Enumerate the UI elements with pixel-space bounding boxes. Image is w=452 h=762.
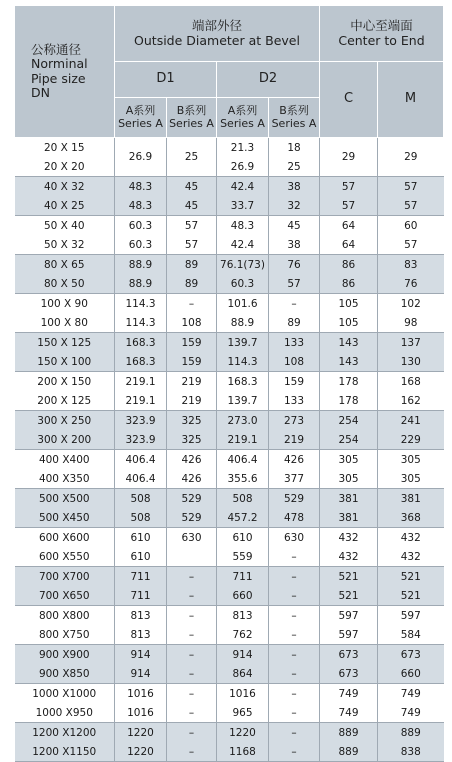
d2-a-cell: 457.2 — [217, 508, 269, 528]
outside-diameter-en: Outside Diameter at Bevel — [134, 32, 300, 48]
d1-a-cell: 88.9 — [115, 255, 167, 275]
d2-b-cell: 273 — [269, 411, 320, 431]
d2-b-cell: – — [269, 684, 320, 704]
dn-cell: 500 X450 — [15, 508, 115, 528]
table-row — [15, 703, 444, 723]
d2-series-b-header — [269, 98, 320, 138]
dn-cell: 20 X 15 — [15, 138, 115, 158]
d2-a-cell: 76.1(73) — [217, 255, 269, 275]
d1-a-cell: 508 — [115, 489, 167, 509]
table-row — [15, 411, 444, 431]
table-row — [15, 664, 444, 684]
d2-a-cell: 965 — [217, 703, 269, 723]
dn-cell: 40 X 32 — [15, 177, 115, 197]
table-row — [15, 742, 444, 762]
d1-b-cell: – — [167, 294, 217, 314]
d1-b-cell: 25 — [167, 138, 217, 177]
d1-series-b-header — [167, 98, 217, 138]
dn-cell: 400 X400 — [15, 450, 115, 470]
d1-a-cell: 711 — [115, 586, 167, 606]
c-cell: 143 — [320, 333, 378, 353]
table-row — [15, 255, 444, 275]
c-cell: 254 — [320, 411, 378, 431]
d1-a-cell: 323.9 — [115, 430, 167, 450]
d2-b-cell: 57 — [269, 274, 320, 294]
d2-b-cell: 133 — [269, 333, 320, 353]
table-row — [15, 684, 444, 704]
d1-a-cell: 1220 — [115, 742, 167, 762]
c-cell: 673 — [320, 645, 378, 665]
c-cell: 432 — [320, 528, 378, 548]
d1-b-cell: – — [167, 625, 217, 645]
d1-a-cell: 168.3 — [115, 352, 167, 372]
dn-cell: 700 X700 — [15, 567, 115, 587]
table-row — [15, 294, 444, 314]
dn-cell: 20 X 20 — [15, 157, 115, 177]
d1-b-cell: – — [167, 606, 217, 626]
d1-b-cell: – — [167, 723, 217, 743]
pipe-reducer-dimension-table — [14, 5, 444, 762]
d1-a-cell: 914 — [115, 645, 167, 665]
d2-b-cell: 478 — [269, 508, 320, 528]
table-body — [15, 138, 444, 762]
series-b-cn: B系列 — [279, 103, 309, 117]
d1-a-cell: 813 — [115, 606, 167, 626]
d1-a-cell: 406.4 — [115, 469, 167, 489]
table-row — [15, 138, 444, 158]
d2-b-cell: 377 — [269, 469, 320, 489]
dn-cell: 1200 X1150 — [15, 742, 115, 762]
dn-cell: 200 X 125 — [15, 391, 115, 411]
d2-a-cell: 42.4 — [217, 235, 269, 255]
m-cell: 521 — [378, 586, 444, 606]
m-cell: 76 — [378, 274, 444, 294]
d2-a-cell: 559 — [217, 547, 269, 567]
d1-a-cell: 610 — [115, 547, 167, 567]
table-row — [15, 645, 444, 665]
d1-b-cell: – — [167, 703, 217, 723]
c-cell: 105 — [320, 294, 378, 314]
d2-a-cell: 26.9 — [217, 157, 269, 177]
m-cell: 83 — [378, 255, 444, 275]
d2-a-cell: 101.6 — [217, 294, 269, 314]
d2-b-cell: 25 — [269, 157, 320, 177]
m-cell: 521 — [378, 567, 444, 587]
dn-cell: 80 X 50 — [15, 274, 115, 294]
d1-a-cell: 114.3 — [115, 294, 167, 314]
m-cell: 305 — [378, 450, 444, 470]
table-row — [15, 625, 444, 645]
d1-a-cell: 711 — [115, 567, 167, 587]
d2-b-cell: 38 — [269, 177, 320, 197]
d1-a-cell: 610 — [115, 528, 167, 548]
d1-b-cell: 325 — [167, 411, 217, 431]
m-cell: 130 — [378, 352, 444, 372]
d2-b-cell: 89 — [269, 313, 320, 333]
dn-cell: 1000 X1000 — [15, 684, 115, 704]
nominal-pipe-size-cn: 公称通径 — [31, 41, 82, 57]
d1-b-cell: 89 — [167, 255, 217, 275]
d2-a-cell: 60.3 — [217, 274, 269, 294]
series-a-cn: A系列 — [125, 103, 156, 117]
d1-a-cell: 48.3 — [115, 196, 167, 216]
table-row — [15, 177, 444, 197]
d2-a-cell: 1016 — [217, 684, 269, 704]
d2-a-cell: 762 — [217, 625, 269, 645]
d2-b-cell: – — [269, 606, 320, 626]
d1-a-cell: 60.3 — [115, 235, 167, 255]
d2-b-cell: – — [269, 645, 320, 665]
c-cell: 521 — [320, 567, 378, 587]
dn-cell: 50 X 40 — [15, 216, 115, 236]
pipe-reducer-dimension-table-container — [14, 5, 443, 762]
c-cell: 673 — [320, 664, 378, 684]
c-cell: 381 — [320, 508, 378, 528]
d1-a-cell: 114.3 — [115, 313, 167, 333]
d2-series-a-header — [217, 98, 269, 138]
c-cell: 889 — [320, 742, 378, 762]
d2-header: D2 — [217, 62, 320, 98]
m-cell: 889 — [378, 723, 444, 743]
m-cell: 241 — [378, 411, 444, 431]
outside-diameter-cn: 端部外径 — [191, 18, 242, 34]
d1-a-cell: 323.9 — [115, 411, 167, 431]
dn-cell: 500 X500 — [15, 489, 115, 509]
dn-cell: 1000 X950 — [15, 703, 115, 723]
d1-b-cell: – — [167, 742, 217, 762]
m-cell: 368 — [378, 508, 444, 528]
d1-b-cell: 57 — [167, 216, 217, 236]
center-to-end-cn: 中心至端面 — [350, 18, 413, 34]
d2-a-cell: 914 — [217, 645, 269, 665]
d1-a-cell: 219.1 — [115, 372, 167, 392]
d2-a-cell: 88.9 — [217, 313, 269, 333]
dn-cell: 150 X 125 — [15, 333, 115, 353]
d2-a-cell: 42.4 — [217, 177, 269, 197]
dn-cell: 80 X 65 — [15, 255, 115, 275]
d2-a-cell: 864 — [217, 664, 269, 684]
d2-b-cell: 76 — [269, 255, 320, 275]
d2-b-cell: 108 — [269, 352, 320, 372]
d1-b-cell: 529 — [167, 508, 217, 528]
d2-b-cell: 45 — [269, 216, 320, 236]
m-cell: 57 — [378, 235, 444, 255]
d1-a-cell: 406.4 — [115, 450, 167, 470]
d2-a-cell: 610 — [217, 528, 269, 548]
c-cell: 86 — [320, 274, 378, 294]
outside-diameter-header — [115, 6, 320, 62]
d1-b-cell: 529 — [167, 489, 217, 509]
table-row — [15, 489, 444, 509]
dn-cell: 800 X750 — [15, 625, 115, 645]
m-cell: 137 — [378, 333, 444, 353]
d2-a-cell: 406.4 — [217, 450, 269, 470]
m-cell: 432 — [378, 547, 444, 567]
series-a-en: Series A — [220, 116, 265, 130]
d2-b-cell: – — [269, 567, 320, 587]
d2-b-cell: 219 — [269, 430, 320, 450]
m-cell: 305 — [378, 469, 444, 489]
c-cell: 432 — [320, 547, 378, 567]
d1-b-cell: 219 — [167, 372, 217, 392]
c-cell: 29 — [320, 138, 378, 177]
m-cell: 381 — [378, 489, 444, 509]
d1-b-cell: 426 — [167, 469, 217, 489]
center-to-end-en: Center to End — [338, 32, 425, 48]
d1-b-cell: 45 — [167, 196, 217, 216]
d2-a-cell: 139.7 — [217, 333, 269, 353]
d2-b-cell: 426 — [269, 450, 320, 470]
c-cell: 64 — [320, 216, 378, 236]
c-cell: 64 — [320, 235, 378, 255]
dn-cell: 150 X 100 — [15, 352, 115, 372]
table-row — [15, 235, 444, 255]
d1-b-cell: – — [167, 684, 217, 704]
m-header: M — [378, 62, 444, 138]
d2-b-cell: 38 — [269, 235, 320, 255]
c-cell: 178 — [320, 372, 378, 392]
c-cell: 597 — [320, 625, 378, 645]
dn-cell: 1200 X1200 — [15, 723, 115, 743]
d1-b-cell: – — [167, 645, 217, 665]
series-a-cn: A系列 — [227, 103, 258, 117]
d1-b-cell: 89 — [167, 274, 217, 294]
m-cell: 597 — [378, 606, 444, 626]
d1-a-cell: 508 — [115, 508, 167, 528]
d1-a-cell: 1016 — [115, 684, 167, 704]
d2-a-cell: 508 — [217, 489, 269, 509]
d2-a-cell: 660 — [217, 586, 269, 606]
d2-a-cell: 33.7 — [217, 196, 269, 216]
d2-a-cell: 21.3 — [217, 138, 269, 158]
table-row — [15, 586, 444, 606]
c-cell: 749 — [320, 684, 378, 704]
d1-b-cell: – — [167, 586, 217, 606]
table-row — [15, 333, 444, 353]
m-cell: 29 — [378, 138, 444, 177]
table-row — [15, 313, 444, 333]
d1-series-a-header — [115, 98, 167, 138]
table-row — [15, 274, 444, 294]
dn-cell: 300 X 250 — [15, 411, 115, 431]
d1-a-cell: 168.3 — [115, 333, 167, 353]
c-cell: 305 — [320, 450, 378, 470]
d1-b-cell: 325 — [167, 430, 217, 450]
d2-b-cell: 32 — [269, 196, 320, 216]
dn-cell: 900 X900 — [15, 645, 115, 665]
table-row — [15, 508, 444, 528]
d1-b-cell — [167, 547, 217, 567]
dn-cell: 300 X 200 — [15, 430, 115, 450]
m-cell: 432 — [378, 528, 444, 548]
d1-a-cell: 1016 — [115, 703, 167, 723]
m-cell: 162 — [378, 391, 444, 411]
dn-cell: 100 X 80 — [15, 313, 115, 333]
d1-b-cell: 108 — [167, 313, 217, 333]
table-row — [15, 430, 444, 450]
dn-cell: 900 X850 — [15, 664, 115, 684]
c-header: C — [320, 62, 378, 138]
d2-b-cell: – — [269, 723, 320, 743]
d1-header: D1 — [115, 62, 217, 98]
d2-a-cell: 139.7 — [217, 391, 269, 411]
m-cell: 98 — [378, 313, 444, 333]
dn-cell: 50 X 32 — [15, 235, 115, 255]
m-cell: 168 — [378, 372, 444, 392]
d1-a-cell: 48.3 — [115, 177, 167, 197]
d2-a-cell: 219.1 — [217, 430, 269, 450]
m-cell: 57 — [378, 196, 444, 216]
d2-b-cell: – — [269, 664, 320, 684]
table-row — [15, 547, 444, 567]
d1-a-cell: 813 — [115, 625, 167, 645]
dn-cell: 600 X600 — [15, 528, 115, 548]
d1-b-cell: 630 — [167, 528, 217, 548]
d2-b-cell: – — [269, 586, 320, 606]
table-row — [15, 723, 444, 743]
table-row — [15, 469, 444, 489]
m-cell: 673 — [378, 645, 444, 665]
d2-b-cell: 529 — [269, 489, 320, 509]
c-cell: 178 — [320, 391, 378, 411]
d1-a-cell: 26.9 — [115, 138, 167, 177]
d1-b-cell: 219 — [167, 391, 217, 411]
table-row — [15, 216, 444, 236]
d2-b-cell: – — [269, 547, 320, 567]
m-cell: 57 — [378, 177, 444, 197]
d1-b-cell: – — [167, 664, 217, 684]
d1-b-cell: 159 — [167, 352, 217, 372]
c-cell: 143 — [320, 352, 378, 372]
c-cell: 254 — [320, 430, 378, 450]
series-a-en: Series A — [118, 116, 163, 130]
d1-a-cell: 88.9 — [115, 274, 167, 294]
c-cell: 381 — [320, 489, 378, 509]
d1-b-cell: 57 — [167, 235, 217, 255]
c-cell: 57 — [320, 177, 378, 197]
m-cell: 584 — [378, 625, 444, 645]
table-header — [15, 6, 444, 138]
series-b-en: Series A — [169, 116, 214, 130]
center-to-end-header — [320, 6, 444, 62]
d1-b-cell: 426 — [167, 450, 217, 470]
dn-cell: 200 X 150 — [15, 372, 115, 392]
m-cell: 660 — [378, 664, 444, 684]
d2-a-cell: 1220 — [217, 723, 269, 743]
c-cell: 105 — [320, 313, 378, 333]
d2-b-cell: – — [269, 703, 320, 723]
d1-b-cell: 159 — [167, 333, 217, 353]
dn-cell: 100 X 90 — [15, 294, 115, 314]
c-cell: 57 — [320, 196, 378, 216]
d1-a-cell: 914 — [115, 664, 167, 684]
d2-a-cell: 168.3 — [217, 372, 269, 392]
table-row — [15, 372, 444, 392]
table-row — [15, 196, 444, 216]
d1-a-cell: 60.3 — [115, 216, 167, 236]
dn-cell: 700 X650 — [15, 586, 115, 606]
d2-a-cell: 273.0 — [217, 411, 269, 431]
nominal-pipe-size-header — [15, 6, 115, 138]
dn-cell: 600 X550 — [15, 547, 115, 567]
d1-b-cell: – — [167, 567, 217, 587]
d2-a-cell: 1168 — [217, 742, 269, 762]
d1-a-cell: 1220 — [115, 723, 167, 743]
series-b-cn: B系列 — [176, 103, 207, 117]
d2-a-cell: 48.3 — [217, 216, 269, 236]
d2-b-cell: 133 — [269, 391, 320, 411]
c-cell: 305 — [320, 469, 378, 489]
d2-b-cell: – — [269, 294, 320, 314]
d1-b-cell: 45 — [167, 177, 217, 197]
d2-b-cell: 630 — [269, 528, 320, 548]
d2-a-cell: 355.6 — [217, 469, 269, 489]
d2-a-cell: 813 — [217, 606, 269, 626]
d2-b-cell: 159 — [269, 372, 320, 392]
d2-b-cell: – — [269, 742, 320, 762]
nominal-pipe-size-en: Norminal Pipe size DN — [31, 56, 88, 100]
m-cell: 749 — [378, 703, 444, 723]
table-row — [15, 567, 444, 587]
c-cell: 749 — [320, 703, 378, 723]
m-cell: 60 — [378, 216, 444, 236]
table-row — [15, 606, 444, 626]
c-cell: 521 — [320, 586, 378, 606]
m-cell: 229 — [378, 430, 444, 450]
d2-a-cell: 114.3 — [217, 352, 269, 372]
m-cell: 749 — [378, 684, 444, 704]
c-cell: 597 — [320, 606, 378, 626]
c-cell: 889 — [320, 723, 378, 743]
dn-cell: 800 X800 — [15, 606, 115, 626]
table-row — [15, 528, 444, 548]
d2-a-cell: 711 — [217, 567, 269, 587]
table-row — [15, 352, 444, 372]
dn-cell: 400 X350 — [15, 469, 115, 489]
d1-a-cell: 219.1 — [115, 391, 167, 411]
d2-b-cell: 18 — [269, 138, 320, 158]
c-cell: 86 — [320, 255, 378, 275]
dn-cell: 40 X 25 — [15, 196, 115, 216]
m-cell: 102 — [378, 294, 444, 314]
m-cell: 838 — [378, 742, 444, 762]
table-row — [15, 450, 444, 470]
table-row — [15, 391, 444, 411]
d2-b-cell: – — [269, 625, 320, 645]
series-b-en: Series A — [271, 116, 317, 130]
